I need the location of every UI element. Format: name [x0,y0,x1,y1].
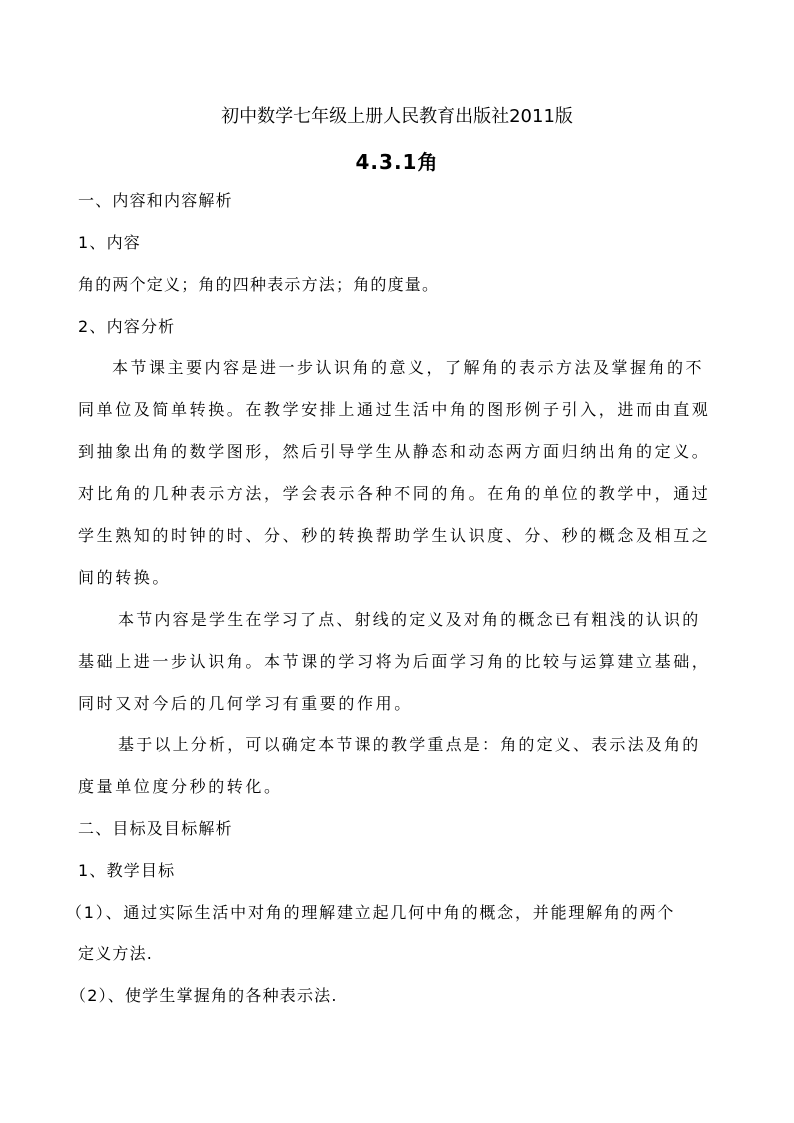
subsection-2-1-heading: 1、教学目标 [78,861,176,880]
analysis-para1-line: 学生熟知的时钟的时、分、秒的转换帮助学生认识度、分、秒的概念及相互之 [78,526,711,545]
document-header: 初中数学七年级上册人民教育出版社2011版 [221,106,573,127]
analysis-para1-line: 间的转换。 [78,568,172,587]
analysis-para1-line: 同单位及简单转换。在教学安排上通过生活中角的图形例子引入，进而由直观 [78,400,711,419]
analysis-para1-line: 对比角的几种表示方法，学会表示各种不同的角。在角的单位的教学中，通过 [78,484,711,503]
subsection-1-2-heading: 2、内容分析 [78,317,176,336]
section-2-heading: 二、目标及目标解析 [78,819,233,838]
analysis-para3-line: 基于以上分析，可以确定本节课的教学重点是：角的定义、表示法及角的 [118,735,701,754]
goal-2-line: （2）、使学生掌握角的各种表示法. [70,986,338,1005]
goal-1-line: 定义方法. [78,944,154,963]
goal-1-line: （1）、通过实际生活中对角的理解建立起几何中角的概念，并能理解角的两个 [66,903,676,922]
analysis-para1-line: 到抽象出角的数学图形，然后引导学生从静态和动态两方面归纳出角的定义。 [78,442,711,461]
analysis-para1-line: 本节课主要内容是进一步认识角的意义，了解角的表示方法及掌握角的不 [112,358,705,377]
analysis-para2-line: 同时又对今后的几何学习有重要的作用。 [78,694,413,713]
section-1-heading: 一、内容和内容解析 [78,191,233,210]
analysis-para2-line: 基础上进一步认识角。本节课的学习将为后面学习角的比较与运算建立基础， [78,652,711,671]
analysis-para3-line: 度量单位度分秒的转化。 [78,777,283,796]
subsection-1-1-heading: 1、内容 [78,233,141,252]
analysis-para2-line: 本节内容是学生在学习了点、射线的定义及对角的概念已有粗浅的认识的 [118,610,701,629]
lesson-title: 4.3.1角 [355,150,439,174]
content-text: 角的两个定义；角的四种表示方法；角的度量。 [78,275,440,294]
